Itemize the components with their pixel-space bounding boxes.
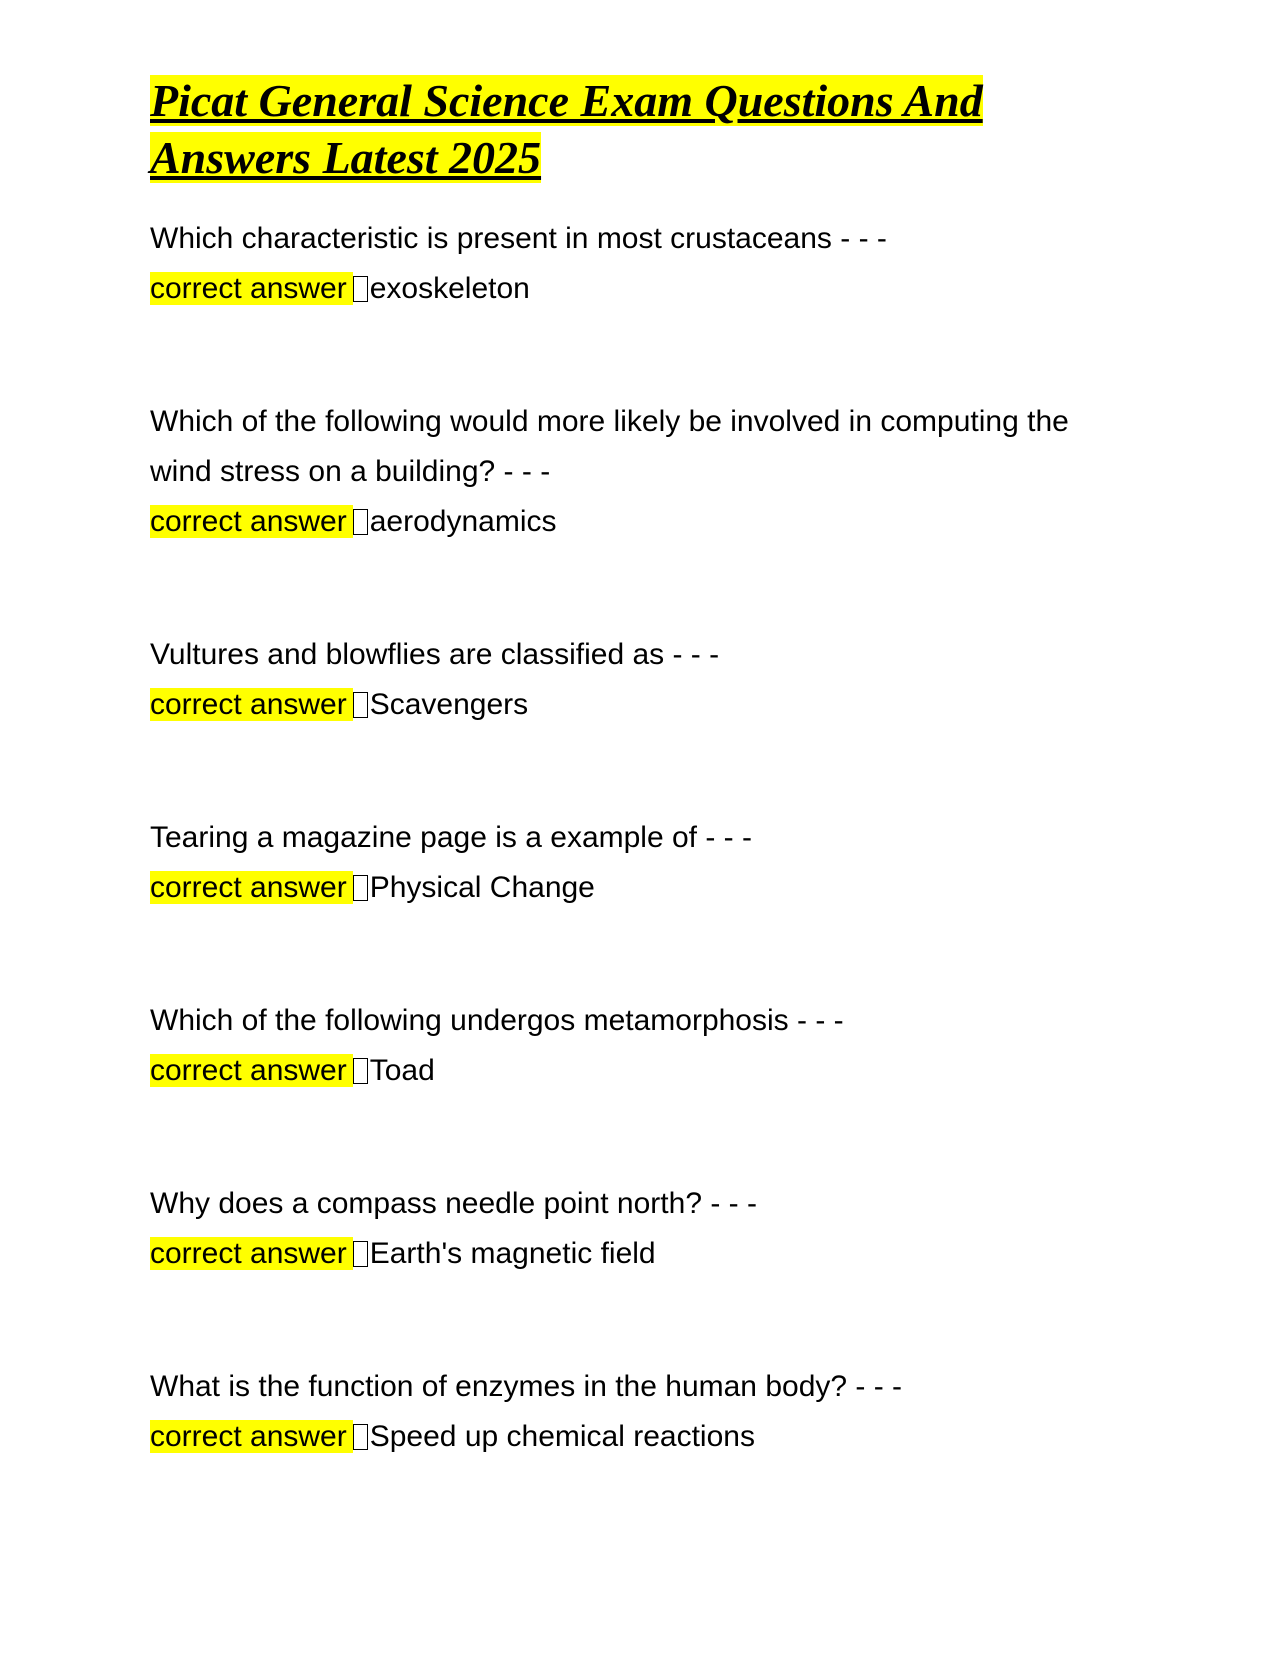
answer-text: Earth's magnetic field xyxy=(369,1237,656,1270)
answer-line xyxy=(150,497,1130,547)
answer-text: Physical Change xyxy=(369,871,595,904)
qa-item xyxy=(150,214,1130,314)
answer-label: correct answer xyxy=(150,1420,353,1453)
answer-label: correct answer xyxy=(150,1237,353,1270)
answer-text: Speed up chemical reactions xyxy=(369,1420,755,1453)
qa-item xyxy=(150,996,1130,1096)
question-text: Which of the following would more likely be involved in computing the wind stress on a building? - - - xyxy=(150,405,1069,488)
answer-label: correct answer xyxy=(150,688,353,721)
answer-line xyxy=(150,680,1130,730)
missing-glyph-box-icon xyxy=(353,509,368,535)
question-text: Which of the following undergos metamorphosis - - - xyxy=(150,1004,844,1037)
question-text: Vultures and blowflies are classified as - - - xyxy=(150,638,720,671)
answer-text: aerodynamics xyxy=(369,505,557,538)
missing-glyph-box-icon xyxy=(353,1058,368,1084)
qa-item xyxy=(150,1362,1130,1462)
missing-glyph-box-icon xyxy=(353,276,368,302)
answer-line xyxy=(150,1412,1130,1462)
answer-line xyxy=(150,1046,1130,1096)
qa-item xyxy=(150,397,1130,547)
missing-glyph-box-icon xyxy=(353,692,368,718)
answer-label: correct answer xyxy=(150,871,353,904)
answer-text: Toad xyxy=(369,1054,435,1087)
answer-text: exoskeleton xyxy=(369,272,530,305)
qa-item xyxy=(150,813,1130,913)
question-text: What is the function of enzymes in the human body? - - - xyxy=(150,1370,903,1403)
question-text: Tearing a magazine page is a example of - - - xyxy=(150,821,752,854)
missing-glyph-box-icon xyxy=(353,1241,368,1267)
answer-line xyxy=(150,264,1130,314)
answer-line xyxy=(150,863,1130,913)
title-text: Picat General Science Exam Questions And Answers Latest 2025 xyxy=(150,75,983,183)
document-title xyxy=(150,72,1130,186)
question-text: Why does a compass needle point north? - - - xyxy=(150,1187,757,1220)
question-text: Which characteristic is present in most crustaceans - - - xyxy=(150,222,887,255)
answer-label: correct answer xyxy=(150,272,353,305)
answer-text: Scavengers xyxy=(369,688,529,721)
answer-label: correct answer xyxy=(150,1054,353,1087)
answer-line xyxy=(150,1229,1130,1279)
missing-glyph-box-icon xyxy=(353,875,368,901)
missing-glyph-box-icon xyxy=(353,1424,368,1450)
qa-item xyxy=(150,1179,1130,1279)
document-page xyxy=(150,72,1130,1462)
qa-item xyxy=(150,630,1130,730)
answer-label: correct answer xyxy=(150,505,353,538)
